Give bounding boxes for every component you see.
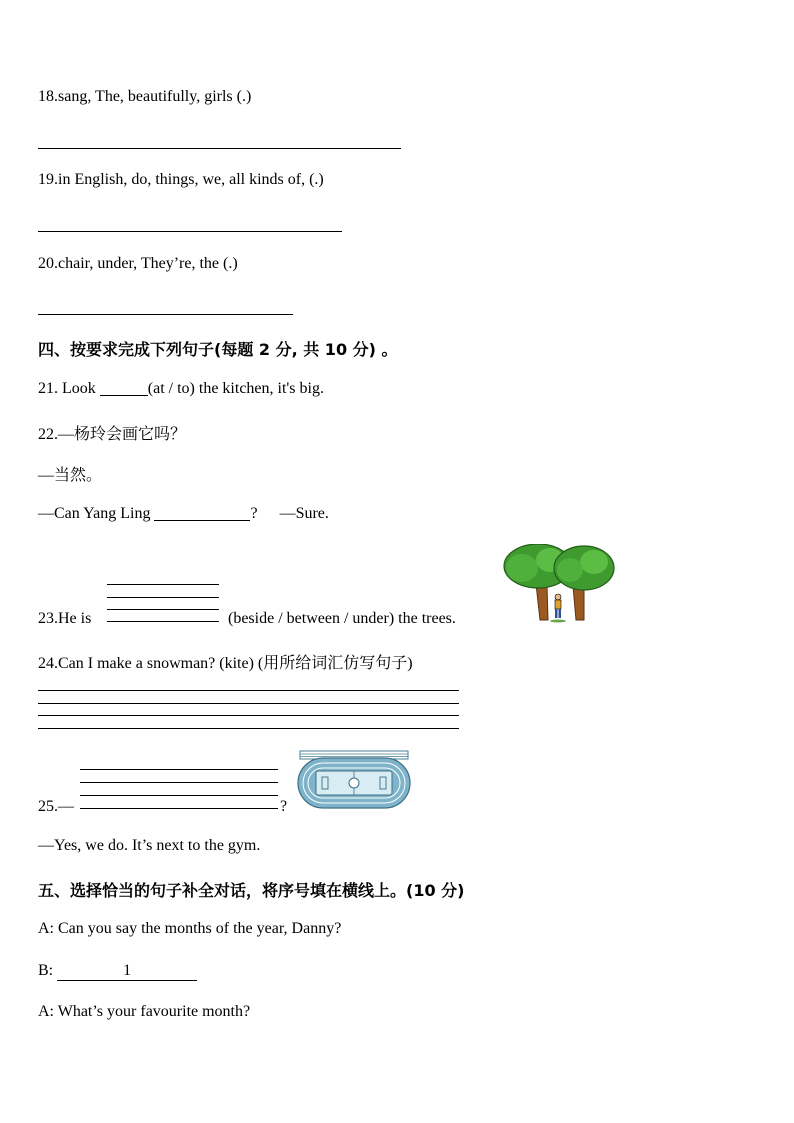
answer-line-25d[interactable] [80,808,278,809]
answer-line-19[interactable] [38,231,342,232]
question-24: 24.Can I make a snowman? (kite) (用所给词汇仿写句子) [38,655,413,672]
dialog-b1 [38,962,197,981]
question-25-pre: 25.— [38,798,74,815]
question-text-post: (at / to) the kitchen, it's big. [147,380,324,397]
answer-line-25b[interactable] [80,782,278,783]
running-track-icon [296,750,412,810]
question-20 [38,255,238,273]
answer-line-23b[interactable] [107,597,219,598]
question-mark: ? [250,505,258,522]
answer-line-23c[interactable] [107,609,219,610]
dialog-a2: A: What’s your favourite month? [38,1003,251,1020]
question-number: 18. [38,88,58,105]
section-5-title: 五、选择恰当的句子补全对话，将序号填在横线上。(10 分) [38,881,465,900]
answer-blank-dialog-1[interactable] [57,962,197,981]
answer-line-25c[interactable] [80,795,278,796]
answer-line-18[interactable] [38,148,401,149]
answer-line-24b[interactable] [38,703,459,704]
question-22-line1: 22.—杨玲会画它吗？ [38,426,187,443]
answer-line-24c[interactable] [38,715,459,716]
question-22-line2: —当然。 [38,467,103,484]
answer-blank-22[interactable] [154,504,250,521]
blank-number: 1 [123,962,132,979]
question-text-pre: —Can Yang Ling [38,505,155,522]
question-number: 20. [38,255,58,272]
trees-with-boy-icon [500,544,616,624]
answer-line-24d[interactable] [38,728,459,729]
answer-line-23a[interactable] [107,584,219,585]
answer-line-23d[interactable] [107,621,219,622]
answer-line-24a[interactable] [38,690,459,691]
section-4-title: 四、按要求完成下列句子(每题 2 分, 共 10 分) 。 [38,340,398,359]
question-23-pre: 23.He is [38,610,92,627]
answer-blank-21[interactable] [100,379,148,396]
question-21 [38,379,324,398]
answer-text: —Sure. [279,505,329,522]
question-text: in English, do, things, we, all kinds of, (.) [58,171,324,188]
question-text-pre: 21. Look [38,380,100,397]
question-18 [38,88,251,106]
question-19 [38,171,324,189]
question-22-line3 [38,504,329,523]
speaker-label: B: [38,962,58,979]
dialog-a1: A: Can you say the months of the year, Danny? [38,920,342,937]
question-text: sang, The, beautifully, girls (.) [58,88,252,105]
question-25-post: ? [280,798,288,815]
answer-line-20[interactable] [38,314,293,315]
question-text: chair, under, They’re, the (.) [58,255,238,272]
question-number: 19. [38,171,58,188]
answer-line-25a[interactable] [80,769,278,770]
question-23-post: (beside / between / under) the trees. [228,610,456,627]
question-25-answer: —Yes, we do. It’s next to the gym. [38,837,261,854]
